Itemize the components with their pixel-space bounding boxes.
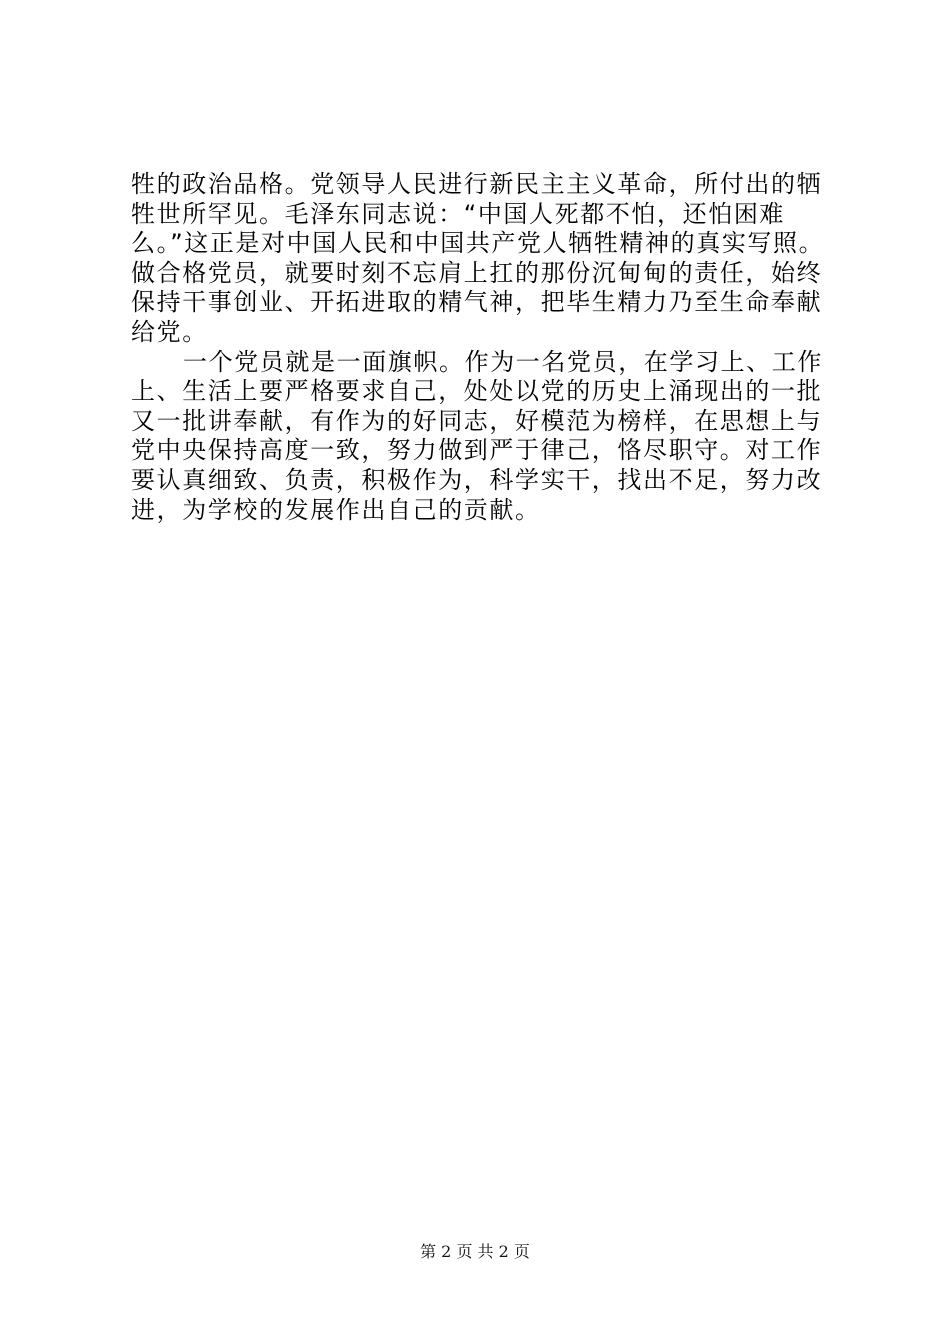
page-number: 第 2 页 共 2 页 (420, 1242, 530, 1261)
text-line: 做合格党员，就要时刻不忘肩上扛的那份沉甸甸的责任，始终 (131, 258, 823, 287)
text-line: 又一批讲奉献，有作为的好同志，好模范为榜样，在思想上与 (131, 406, 823, 435)
text-line: 牲的政治品格。党领导人民进行新民主主义革命，所付出的牺 (131, 170, 823, 198)
text-line: 给党。 (131, 317, 208, 346)
text-line: 要认真细致、负责，积极作为，科学实干，找出不足，努力改 (131, 465, 823, 494)
text-line: 上、生活上要严格要求自己，处处以党的历史上涌现出的一批 (131, 377, 823, 406)
paragraph-start-line: 一个党员就是一面旗帜。作为一名党员，在学习上、工作 (183, 347, 823, 376)
text-line: 保持干事创业、开拓进取的精气神，把毕生精力乃至生命奉献 (131, 288, 823, 317)
text-line: 牲世所罕见。毛泽东同志说：“中国人死都不怕，还怕困难 (131, 199, 786, 228)
text-line: 党中央保持高度一致，努力做到严于律己，恪尽职守。对工作 (131, 436, 823, 465)
text-line: 么。”这正是对中国人民和中国共产党人牺牲精神的真实写照。 (131, 229, 825, 258)
text-line: 进，为学校的发展作出自己的贡献。 (131, 495, 541, 524)
page-footer (0, 1242, 950, 1262)
body-text (131, 170, 861, 525)
